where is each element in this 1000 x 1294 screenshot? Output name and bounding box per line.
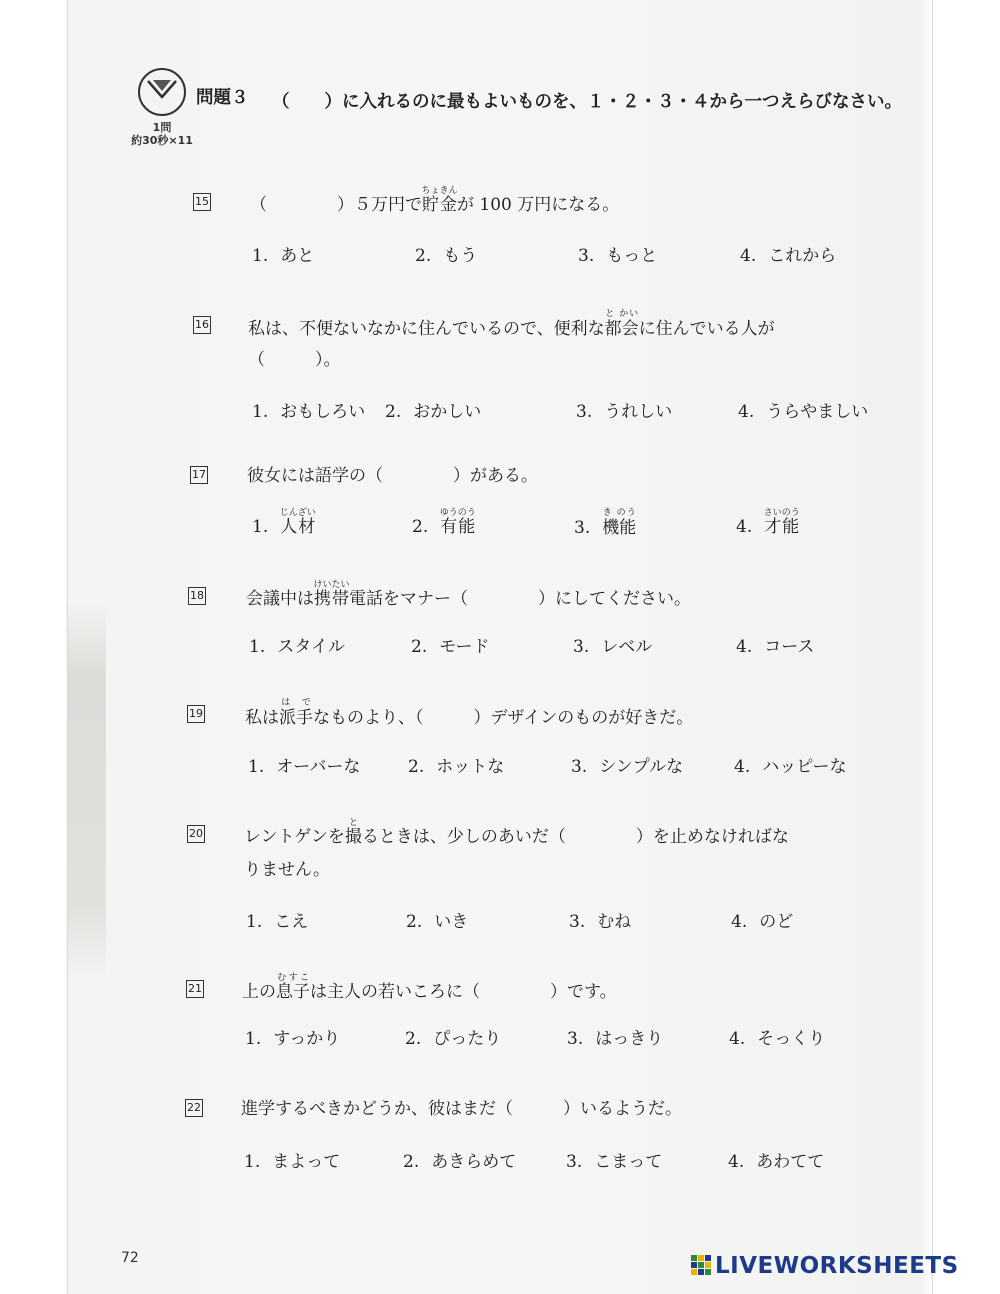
question-number-19: 19: [187, 705, 205, 723]
question-18-text: 会議中は携帯けいたい電話をマナー（ ）にしてください。: [246, 580, 692, 609]
question-number-17: 17: [190, 466, 208, 484]
option-17-4[interactable]: 4. 才能さいのう: [736, 508, 800, 537]
option-17-2[interactable]: 2. 有能ゆうのう: [412, 508, 476, 537]
liveworksheets-logo-icon: [690, 1254, 712, 1276]
instruction-text: （ ）に入れるのに最もよいものを、１・２・３・４から一つえらびなさい。: [272, 92, 902, 112]
question-16-line-1: 私は、不便ないなかに住んでいるので、便利な都会と かいに住んでいる人が: [248, 309, 775, 339]
question-22-text: 進学するべきかどうか、彼はまだ（ ）いるようだ。: [241, 1099, 682, 1119]
option-18-3[interactable]: 3. レベル: [573, 637, 653, 657]
option-20-3[interactable]: 3. むね: [569, 912, 632, 932]
question-17-text: 彼女には語学の（ ）がある。: [247, 466, 538, 486]
option-15-4[interactable]: 4. これから: [740, 246, 837, 266]
page-number: 72: [121, 1250, 139, 1266]
option-18-2[interactable]: 2. モード: [411, 637, 490, 657]
option-16-1[interactable]: 1. おもしろい: [252, 402, 366, 422]
question-number-21: 21: [186, 980, 204, 998]
page-right-edge: [932, 0, 933, 1294]
liveworksheets-logo: [690, 1253, 959, 1279]
option-19-2[interactable]: 2. ホットな: [408, 757, 505, 777]
margin-shadow: [68, 600, 106, 980]
time-per-question: [126, 121, 198, 147]
time-line-2: 約30秒×11: [131, 134, 193, 147]
question-number-15: 15: [193, 193, 211, 211]
question-21-text: 上の息子むすこは主人の若いころに（ ）です。: [242, 973, 617, 1002]
option-22-2[interactable]: 2. あきらめて: [403, 1152, 517, 1172]
option-22-4[interactable]: 4. あわてて: [728, 1152, 825, 1172]
option-19-3[interactable]: 3. シンプルな: [571, 757, 684, 777]
question-20-line-2: りません。: [244, 860, 331, 880]
option-20-1[interactable]: 1. こえ: [246, 912, 309, 932]
option-21-1[interactable]: 1. すっかり: [245, 1029, 341, 1049]
option-16-3[interactable]: 3. うれしい: [576, 402, 673, 422]
option-19-1[interactable]: 1. オーバーな: [248, 757, 361, 777]
stopwatch-icon: [136, 66, 188, 118]
question-number-22: 22: [185, 1099, 203, 1117]
question-15-text: （ ）５万円で貯金ちょきんが 100 万円になる。: [250, 186, 620, 215]
option-15-1[interactable]: 1. あと: [252, 246, 315, 266]
option-21-4[interactable]: 4. そっくり: [729, 1029, 826, 1049]
option-20-4[interactable]: 4. のど: [731, 912, 794, 932]
option-21-2[interactable]: 2. ぴったり: [405, 1029, 502, 1049]
question-number-16: 16: [193, 316, 211, 334]
time-line-1: 1問: [152, 121, 172, 134]
question-number-20: 20: [187, 825, 205, 843]
question-number-18: 18: [188, 587, 206, 605]
option-16-4[interactable]: 4. うらやましい: [738, 402, 869, 422]
option-15-2[interactable]: 2. もう: [415, 246, 478, 266]
option-18-1[interactable]: 1. スタイル: [249, 637, 345, 657]
option-17-3[interactable]: 3. 機能き のう: [574, 508, 637, 538]
question-20-line-1: レントゲンを撮とるときは、少しのあいだ（ ）を止めなければな: [244, 818, 789, 847]
instruction-label: 問題３: [196, 88, 249, 108]
question-16-line-2: （ ）。: [248, 350, 341, 370]
liveworksheets-wordmark: LIVEWORKSHEETS: [715, 1253, 959, 1279]
option-17-1[interactable]: 1. 人材じんざい: [252, 508, 316, 537]
option-19-4[interactable]: 4. ハッピーな: [734, 757, 847, 777]
option-21-3[interactable]: 3. はっきり: [567, 1029, 664, 1049]
option-22-3[interactable]: 3. こまって: [566, 1152, 663, 1172]
question-19-text: 私は派手は でなものより、（ ）デザインのものが好きだ。: [245, 698, 694, 728]
option-22-1[interactable]: 1. まよって: [244, 1152, 341, 1172]
option-15-3[interactable]: 3. もっと: [578, 246, 658, 266]
option-18-4[interactable]: 4. コース: [736, 637, 815, 657]
option-20-2[interactable]: 2. いき: [406, 912, 469, 932]
option-16-2[interactable]: 2. おかしい: [385, 402, 482, 422]
